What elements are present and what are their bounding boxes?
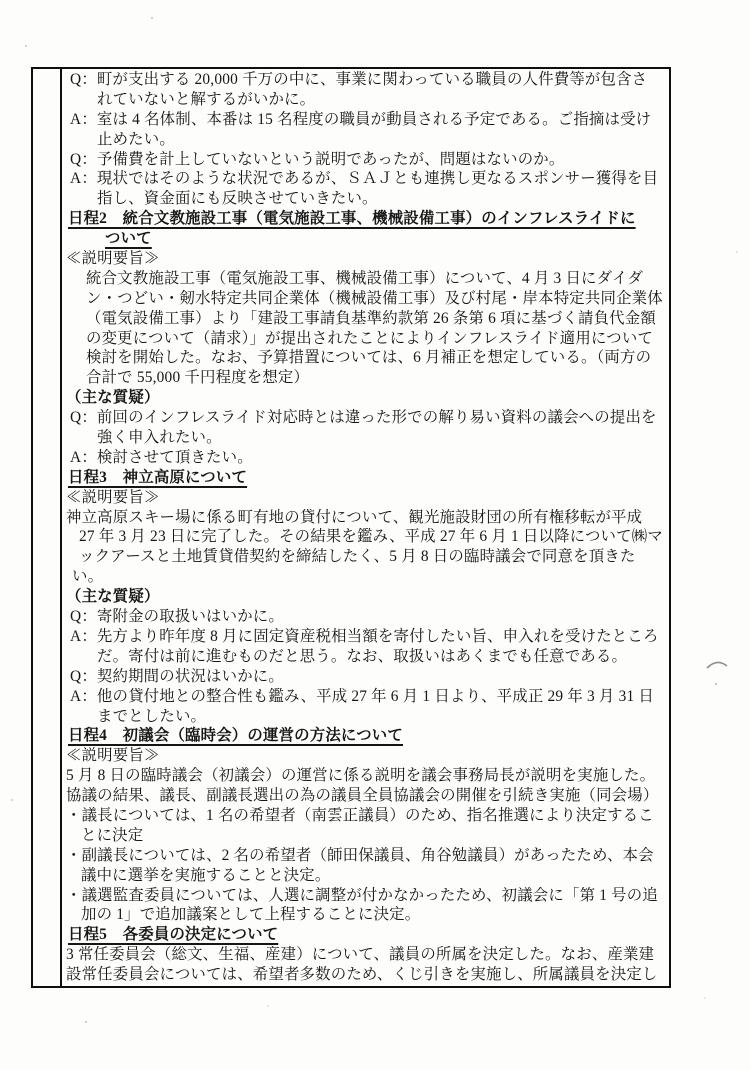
paragraph-line: 神立高原スキー場に係る町有地の貸付について、観光施設財団の所有権移転が平成 (66, 508, 643, 526)
qa-question-line: Q：予備費を計上していないという説明であったが、問題はないのか。 (70, 150, 565, 168)
bullet-item-cont: 加の 1」で追加議案として上程することに決定。 (81, 906, 421, 924)
pen-arc-mark (707, 662, 727, 668)
qa-question-cont: れていないと解するがいかに。 (97, 90, 316, 108)
paragraph-line: 27 年 3 月 23 日に完了した。その結果を鑑み、平成 27 年 6 月 1 日以降について㈱マ (79, 528, 663, 546)
scan-speck (715, 683, 717, 685)
paragraph-line: 検討を開始した。なお、予算措置については、6 月補正を想定している。（両方の (86, 349, 652, 367)
paragraph-line: の変更について（請求）」が提出されたことによりインフレスライド適用について (86, 329, 653, 347)
qa-answer-cont: 指し、資金面にも反映させていきたい。 (97, 190, 378, 208)
qa-answer-cont: までとしたい。 (97, 707, 207, 725)
qa-answer-line: A：先方より昨年度 8 月に固定資産税相当額を寄付したい旨、申入れを受けたところ (70, 627, 659, 645)
paragraph-line: （電気設備工事）より「建設工事請負基準約款第 26 条第 6 項に基づく請負代金額 (86, 309, 656, 327)
scan-speck (11, 799, 13, 801)
setsumei-yoshi-label: ≪説明要旨≫ (66, 250, 160, 268)
section-heading-nittei-4: 日程4 初議会（臨時会）の運営の方法について (68, 727, 403, 745)
paragraph-line: 3 常任委員会（総文、生福、産建）について、議員の所属を決定した。なお、産業建 (66, 946, 655, 964)
setsumei-yoshi-label: ≪説明要旨≫ (66, 747, 160, 765)
scan-speck (151, 17, 153, 19)
table-left-column-divider (60, 67, 62, 988)
qa-question-line: Q：前回のインフレスライド対応時とは違った形での解り易い資料の議会への提出を (70, 409, 657, 427)
scan-speck (25, 45, 27, 47)
paragraph-line: ックアースと土地賃貸借契約を締結したく、5 月 8 日の臨時議会で同意を頂きた (79, 548, 636, 566)
section-heading-nittei-5: 日程5 各委員の決定について (68, 926, 279, 944)
bullet-item: ・議選監査委員については、人選に調整が付かなかったため、初議会に「第 1 号の追 (66, 886, 658, 904)
minutes-text-block (66, 70, 668, 985)
qa-answer-line: A：室は 4 名体制、本番は 15 名程度の職員が動員される予定である。ご指摘は受け (70, 110, 652, 128)
scan-speck (267, 1005, 269, 1007)
section-heading-nittei-3: 日程3 神立高原について (68, 468, 248, 486)
paragraph-line: い。 (72, 568, 104, 586)
qa-answer-line: A：検討させて頂きたい。 (70, 448, 253, 466)
paragraph-line: 合計で 55,000 千円程度を想定） (86, 369, 310, 387)
paragraph-line: 5 月 8 日の臨時議会（初議会）の運営に係る説明を議会事務局長が説明を実施した。 (66, 767, 656, 785)
paragraph-line: 統合文教施設工事（電気施設工事、機械設備工事）について、4 月 3 日にダイダ (86, 269, 644, 287)
shitsugi-label: （主な質疑） (66, 588, 160, 606)
bullet-item: ・議長については、1 名の希望者（南雲正議員）のため、指名推選により決定するこ (66, 806, 654, 824)
shitsugi-label: （主な質疑） (66, 389, 160, 407)
scan-speck (85, 1021, 87, 1023)
bullet-item-cont: とに決定 (81, 826, 144, 844)
section-heading-nittei-2-cont: ついて (105, 230, 152, 248)
qa-question-cont: 強く申入れたい。 (97, 429, 222, 447)
qa-answer-cont: だ。寄付は前に進むものだと思う。なお、取扱いはあくまでも任意である。 (97, 647, 628, 665)
bullet-item-cont: 議中に選挙を実施することと決定。 (81, 866, 331, 884)
qa-answer-line: A：他の貸付地との整合性も鑑み、平成 27 年 6 月 1 日より、平成正 29 年 3 月 31 日 (70, 687, 654, 705)
bullet-item: ・副議長については、2 名の希望者（師田保議員、角谷勉議員）があったため、本会 (66, 846, 654, 864)
qa-question-line: Q：契約期間の状況はいかに。 (70, 667, 284, 685)
paragraph-line: 協議の結果、議長、副議長選出の為の議員全員協議会の開催を引続き実施（同会場） (66, 787, 659, 805)
setsumei-yoshi-label: ≪説明要旨≫ (66, 488, 160, 506)
section-heading-nittei-2: 日程2 統合文教施設工事（電気施設工事、機械設備工事）のインフレスライドに (68, 210, 636, 228)
qa-question-line: Q：寄附金の取扱いはいかに。 (70, 608, 284, 626)
scan-speck (704, 997, 706, 999)
paragraph-line: ン・つどい・剱水特定共同企業体（機械設備工事）及び村尾・岸本特定共同企業体 (86, 289, 663, 307)
qa-question-line: Q：町が支出する 20,000 千万の中に、事業に関わっている職員の人件費等が包含さ (70, 71, 648, 88)
qa-answer-line: A：現状ではそのような状況であるが、ＳＡＪとも連携し更なるスポンサー獲得を目 (70, 170, 659, 188)
paragraph-line: 設常任委員会については、希望者多数のため、くじ引きを実施し、所属議員を決定し (66, 966, 658, 984)
scan-speck (736, 251, 738, 253)
qa-answer-cont: 止めたい。 (97, 130, 175, 148)
